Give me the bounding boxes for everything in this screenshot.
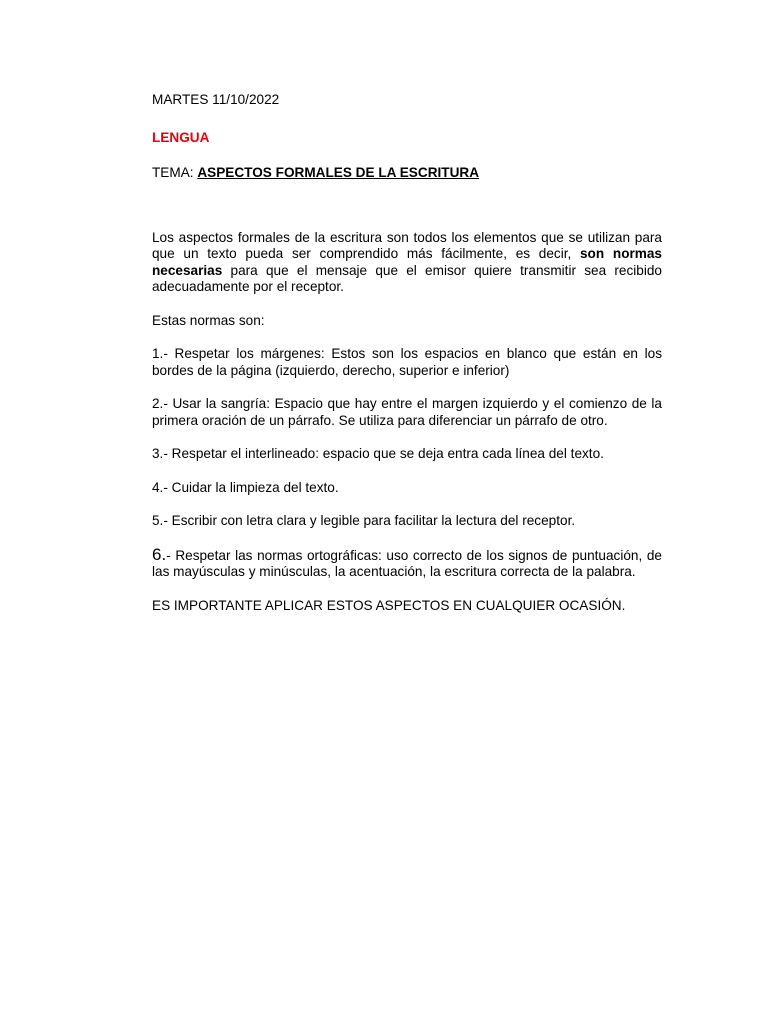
rule-item-3	[152, 446, 662, 463]
rule-item-2	[152, 396, 662, 429]
rule-text: Respetar las normas ortográficas: uso correcto de los signos de puntuación, de las mayúsculas y minúsculas, la acentuación, la escritura correcta de la palabra.	[152, 547, 662, 579]
topic-title: ASPECTOS FORMALES DE LA ESCRITURA	[197, 165, 480, 180]
rule-text: Cuidar la limpieza del texto.	[167, 479, 339, 495]
rule-item-1	[152, 346, 662, 379]
rule-number: 6.	[152, 544, 167, 564]
rule-item-5	[152, 513, 662, 530]
rule-text: Escribir con letra clara y legible para facilitar la lectura del receptor.	[167, 513, 576, 528]
intro-bold-phrase: son normas necesarias	[152, 246, 662, 278]
topic-line	[152, 165, 662, 182]
intro-paragraph	[152, 230, 662, 296]
rules-lead: Estas normas son:	[152, 312, 265, 328]
rule-number: 4.-	[152, 479, 168, 495]
rule-text: Respetar el interlineado: espacio que se deja entra cada línea del texto.	[167, 446, 604, 461]
rule-item-4	[152, 480, 662, 497]
rule-number: 5.-	[152, 513, 168, 528]
rule-text: Respetar los márgenes: Estos son los espacios en blanco que están en los bordes de la página (izquierdo, derecho, superior e inferior)	[152, 346, 662, 378]
rule-item-6	[152, 544, 662, 581]
rule-number: 1.-	[152, 346, 168, 361]
intro-text-end: para que el mensaje que el emisor quiere transmitir sea recibido adecuadamente por el receptor.	[152, 262, 662, 294]
rule-number-suffix: -	[166, 547, 171, 563]
topic-prefix: TEMA:	[152, 165, 198, 180]
document-page	[152, 92, 662, 614]
intro-text-start: Los aspectos formales de la escritura son todos los elementos que se utilizan para que un texto pueda ser comprendido más fácilmente, es decir,	[152, 229, 662, 261]
closing-statement: ES IMPORTANTE APLICAR ESTOS ASPECTOS EN CUALQUIER OCASIÓN.	[152, 597, 626, 613]
rule-number: 3.-	[152, 446, 168, 461]
date-line: MARTES 11/10/2022	[152, 92, 280, 107]
rule-text: Usar la sangría: Espacio que hay entre el margen izquierdo y el comienzo de la primera oración de un párrafo. Se utiliza para diferenciar un párrafo de otro.	[152, 396, 662, 428]
subject-heading: LENGUA	[152, 129, 210, 145]
rule-number: 2.-	[152, 396, 168, 411]
